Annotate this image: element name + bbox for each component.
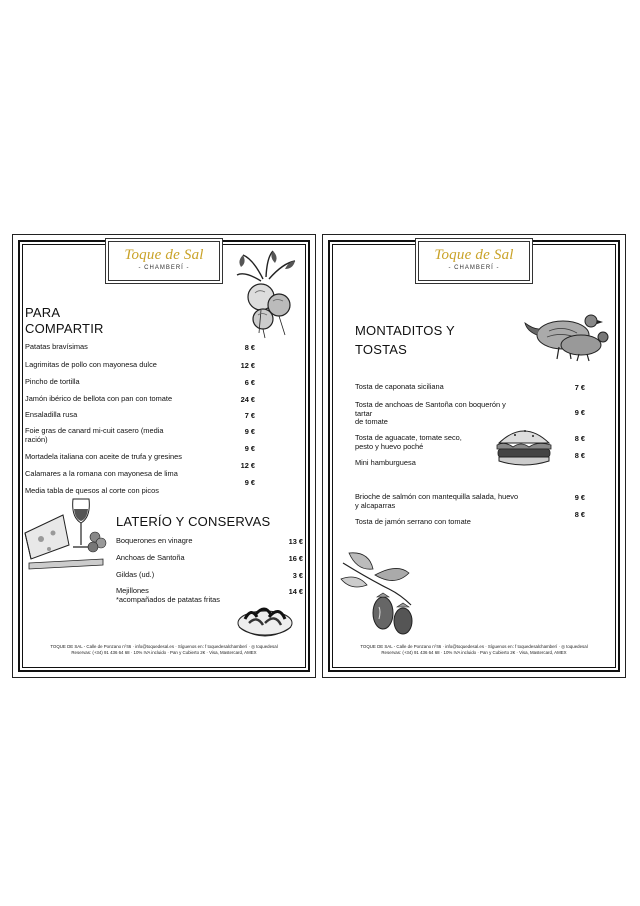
logo-name: Toque de Sal bbox=[124, 247, 204, 263]
menu-item-line: de tomate bbox=[355, 417, 388, 427]
menu-item: Boquerones en vinagre bbox=[116, 536, 193, 545]
menu-item: Mini hamburguesa bbox=[355, 458, 416, 467]
eggplant-plant-illustration bbox=[339, 549, 419, 639]
menu-item: Patatas bravísimas bbox=[25, 342, 88, 351]
menu-item-price: 8 € bbox=[574, 451, 585, 460]
heading-line: COMPARTIR bbox=[25, 321, 104, 336]
footer-line: Reservas: (+34) 91 436 64 68 · 10% IVA incluido · Pan y Cubierto 2€ · Visa, Mastercard, AMEX bbox=[71, 650, 257, 655]
logo-name: Toque de Sal bbox=[434, 247, 514, 263]
heading-line: TOSTAS bbox=[355, 342, 408, 357]
menu-item-price: 8 € bbox=[244, 343, 255, 352]
menu-item-line: Tosta de aguacate, tomate seco, bbox=[355, 433, 462, 442]
heading-line: MONTADITOS Y bbox=[355, 323, 455, 338]
menu-item: Ensaladilla rusa bbox=[25, 410, 78, 419]
menu-item: Media tabla de quesos al corte con picos bbox=[25, 486, 159, 495]
menu-item: Calamares a la romana con mayonesa de lima bbox=[25, 469, 178, 478]
menu-item: Pincho de tortilla bbox=[25, 377, 80, 386]
menu-item bbox=[355, 434, 462, 451]
menu-item: Tosta de jamón serrano con tomate bbox=[355, 517, 471, 526]
menu-item-price: 9 € bbox=[244, 444, 255, 453]
menu-item-line: Mejillones bbox=[116, 586, 149, 595]
heading-para-compartir bbox=[25, 305, 104, 337]
partridge-illustration bbox=[523, 301, 611, 363]
menu-item-line: pesto y huevo poché bbox=[355, 441, 424, 451]
heading-montaditos-tostas bbox=[355, 323, 455, 358]
menu-item-price: 9 € bbox=[574, 493, 585, 502]
footer bbox=[333, 644, 615, 656]
menu-item-price: 8 € bbox=[574, 434, 585, 443]
menu-item-price: 6 € bbox=[244, 378, 255, 387]
heading-laterio-conservas: LATERÍO Y CONSERVAS bbox=[116, 514, 271, 529]
menu-item-line: Brioche de salmón con mantequilla salada, huevo bbox=[355, 492, 519, 501]
menu-item: Jamón ibérico de bellota con pan con tomate bbox=[25, 394, 173, 403]
menu-item-line: Tosta de anchoas de Santoña con boquerón y bbox=[355, 400, 506, 409]
menu-page-left bbox=[12, 234, 316, 678]
menu-item-price: 7 € bbox=[244, 411, 255, 420]
logo-sub: - CHAMBERÍ - bbox=[448, 265, 500, 271]
footer-line: Reservas: (+34) 91 436 64 68 · 10% IVA incluido · Pan y Cubierto 2€ · Visa, Mastercard, AMEX bbox=[381, 650, 567, 655]
menu-item-line: ración) bbox=[25, 434, 48, 444]
footer bbox=[23, 644, 305, 656]
menu-item: Lagrimitas de pollo con mayonesa dulce bbox=[25, 360, 157, 369]
menu-item-price: 9 € bbox=[244, 427, 255, 436]
menu-item-price: 3 € bbox=[292, 571, 303, 580]
menu-item-price: 12 € bbox=[240, 361, 255, 370]
menu-item bbox=[116, 587, 220, 604]
menu-item bbox=[355, 401, 506, 427]
menu-item-price: 9 € bbox=[574, 408, 585, 417]
menu-page-right bbox=[322, 234, 626, 678]
menu-item-price: 16 € bbox=[288, 554, 303, 563]
radish-illustration bbox=[233, 249, 303, 339]
menu-item-price: 13 € bbox=[288, 537, 303, 546]
menu-item bbox=[355, 493, 518, 510]
menu-item-price: 14 € bbox=[288, 587, 303, 596]
menu-item-price: 12 € bbox=[240, 461, 255, 470]
menu-item-price: 9 € bbox=[244, 478, 255, 487]
menu-item-price: 24 € bbox=[240, 395, 255, 404]
footer-line: TOQUE DE SAL - Calle de Ponzano nº46 · info@toquedesal.es · Síguenos en: f toquedesalchamberí · ◎ toquedesal bbox=[50, 644, 278, 649]
menu-item-line: y alcaparras bbox=[355, 500, 396, 510]
menu-item bbox=[25, 427, 163, 444]
menu-item-line: tartar bbox=[355, 408, 373, 418]
logo bbox=[418, 241, 530, 281]
logo bbox=[108, 241, 220, 281]
footer-line: TOQUE DE SAL - Calle de Ponzano nº46 · info@toquedesal.es · Síguenos en: f toquedesalchamberí · ◎ toquedesal bbox=[360, 644, 588, 649]
menu-item-line: *acompañados de patatas fritas bbox=[116, 594, 220, 604]
cheese-wine-illustration bbox=[23, 493, 109, 571]
menu-item: Mortadela italiana con aceite de trufa y gresines bbox=[25, 452, 182, 461]
menu-item-price: 7 € bbox=[574, 383, 585, 392]
burger-illustration bbox=[495, 423, 553, 469]
menu-item: Gildas (ud.) bbox=[116, 570, 155, 579]
menu-item-price: 8 € bbox=[574, 510, 585, 519]
mussels-bowl-illustration bbox=[235, 601, 295, 641]
menu-item: Anchoas de Santoña bbox=[116, 553, 185, 562]
heading-line: PARA bbox=[25, 305, 61, 320]
logo-sub: - CHAMBERÍ - bbox=[138, 265, 190, 271]
menu-item-line: Foie gras de canard mi-cuit casero (media bbox=[25, 426, 164, 435]
menu-item: Tosta de caponata siciliana bbox=[355, 382, 444, 391]
